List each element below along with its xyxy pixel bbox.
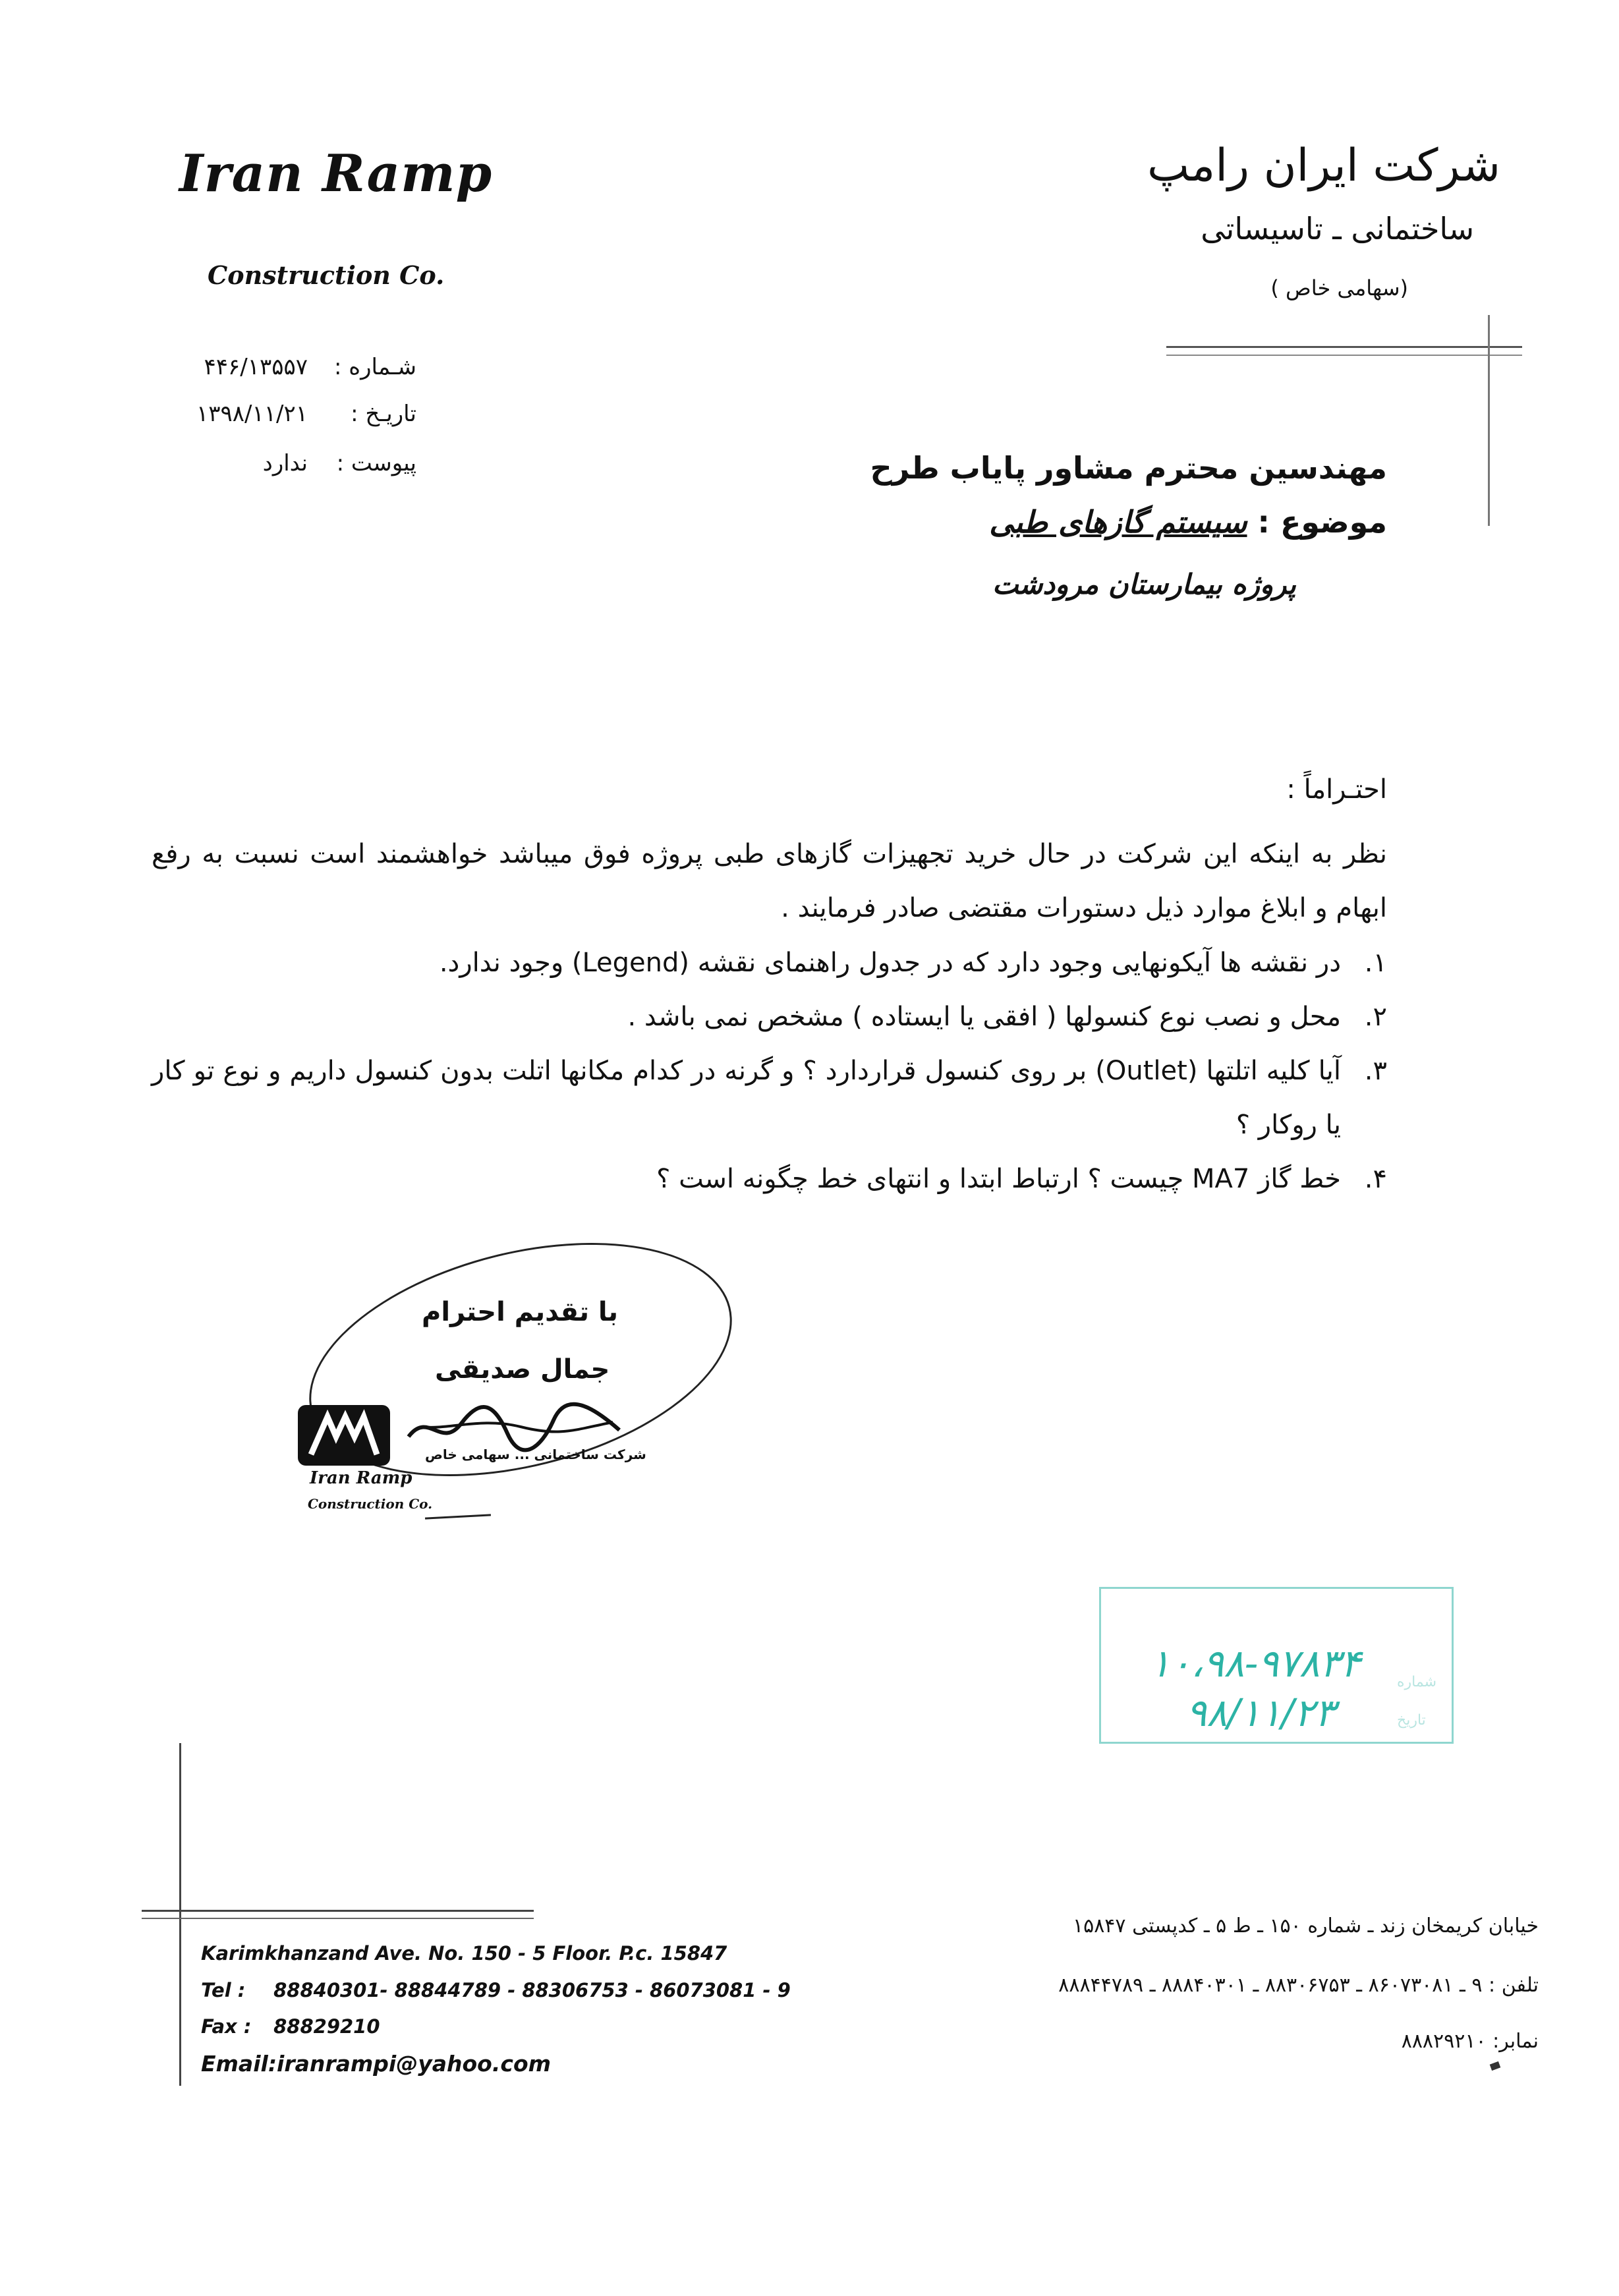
list-item: [152, 990, 1387, 1044]
subject-label: موضوع :: [1257, 504, 1387, 540]
list-item-text: خط گاز MA7 چیست ؟ ارتباط ابتدا و انتهای خط چگونه است ؟: [656, 1164, 1341, 1194]
receipt-date-label: تاریخ: [1397, 1712, 1426, 1729]
attachment-label: پیوست :: [336, 450, 416, 476]
salutation: احتـراماً :: [1286, 774, 1387, 805]
stamp-company-subtitle: Construction Co.: [308, 1496, 433, 1512]
receipt-number-label: شماره: [1397, 1674, 1437, 1690]
company-subtitle-en: Construction Co.: [208, 260, 445, 290]
footer-address-fa: خیابان کریمخان زند ـ شماره ۱۵۰ ـ ط ۵ ـ کدپستی ۱۵۸۴۷: [1072, 1914, 1539, 1937]
date-label: تاریـخ :: [351, 401, 416, 427]
footer-address-en: Karimkhanzand Ave. No. 150 - 5 Floor. P.c. 15847: [201, 1942, 727, 1965]
list-item: [152, 936, 1387, 990]
attachment-value: ندارد: [262, 450, 308, 476]
footer-email-en: Email:iranrampi@yahoo.com: [201, 2051, 551, 2077]
company-type-fa: (سهامی خاص ): [1270, 275, 1408, 301]
list-item-number: ۲.: [1364, 1002, 1387, 1032]
list-item-text: محل و نصب نوع کنسولها ( افقی یا ایستاده ) مشخص نمی باشد .: [627, 1002, 1341, 1032]
footer-rule: [142, 1910, 534, 1912]
signature-closing: با تقدیم احترام: [422, 1297, 618, 1327]
ink-mark: [1490, 2061, 1501, 2071]
list-item-number: ۳.: [1364, 1056, 1387, 1086]
header-vertical-rule: [1488, 315, 1490, 526]
list-item: [152, 1152, 1387, 1206]
subject-value: سیستم گازهای طبی: [989, 504, 1247, 540]
fax-value: 88829210: [273, 2015, 380, 2038]
tel-label: Tel :: [201, 1979, 246, 2001]
body-paragraph: نظر به اینکه این شرکت در حال خرید تجهیزات گازهای طبی پروژه فوق میباشد خواهشمند است نسبت به رفع ابهام و ابلاغ موارد ذیل دستورات مقتضی صادر فرمایند .: [152, 839, 1387, 923]
subject-line: [989, 504, 1387, 540]
signature-name: جمال صدیقی: [435, 1354, 610, 1385]
stamp-company-name: Iran Ramp: [310, 1468, 412, 1488]
company-stamp-logo: [298, 1405, 390, 1466]
footer-tel-fa: تلفن : ۹ ـ ۸۶۰۷۳۰۸۱ ـ ۸۸۳۰۶۷۵۳ ـ ۸۸۸۴۰۳۰۱ ـ ۸۸۸۴۴۷۸۹: [1058, 1974, 1539, 1997]
list-item-text: در نقشه ها آیکونهایی وجود دارد که در جدول راهنمای نقشه (Legend) وجود ندارد.: [439, 948, 1341, 978]
number-value: ۴۴۶/۱۳۵۵۷: [204, 354, 308, 380]
list-item-number: ۴.: [1364, 1164, 1387, 1194]
request-list: [152, 936, 1387, 1206]
project-name: پروژه بیمارستان مرودشت: [992, 568, 1296, 600]
list-item-text: آیا کلیه اتلتها (Outlet) بر روی کنسول قراردارد ؟ و گرنه در کدام مکانها اتلت بدون کنسول داریم و نوع تو کار یا روکار ؟: [152, 1056, 1341, 1140]
footer-fax-en: [201, 2015, 380, 2038]
company-activity-fa: ساختمانی ـ تاسیساتی: [1201, 211, 1474, 246]
tel-value: 88840301- 88844789 - 88306753 - 86073081 - 9: [273, 1979, 791, 2001]
header-rule: [1166, 346, 1522, 348]
receipt-number: ۱۰،۹۸-۹۷۸۳۴: [1150, 1641, 1361, 1686]
list-item: [152, 1044, 1387, 1152]
signature-underline: [425, 1514, 491, 1519]
number-label: شـماره :: [334, 354, 416, 380]
fax-label: Fax :: [201, 2015, 252, 2038]
company-name-en: Iran Ramp: [179, 144, 493, 204]
date-value: ۱۳۹۸/۱۱/۲۱: [196, 401, 308, 427]
footer-rule-secondary: [142, 1918, 534, 1919]
footer-fax-fa: نمابر: ۸۸۸۲۹۲۱۰: [1401, 2030, 1539, 2053]
stamp-company-fa: شرکت ساختمانی ... سهامی خاص: [425, 1447, 646, 1462]
footer-vertical-rule: [179, 1743, 181, 2086]
recipient: مهندسین محترم مشاور پایاب طرح: [870, 450, 1387, 486]
list-item-number: ۱.: [1364, 948, 1387, 978]
header-rule-secondary: [1166, 355, 1522, 356]
company-name-fa: شرکت ایران رامپ: [1147, 140, 1500, 192]
receipt-date: ۹۸/۱۱/۲۳: [1186, 1690, 1335, 1735]
footer-tel-en: [201, 1979, 791, 2001]
